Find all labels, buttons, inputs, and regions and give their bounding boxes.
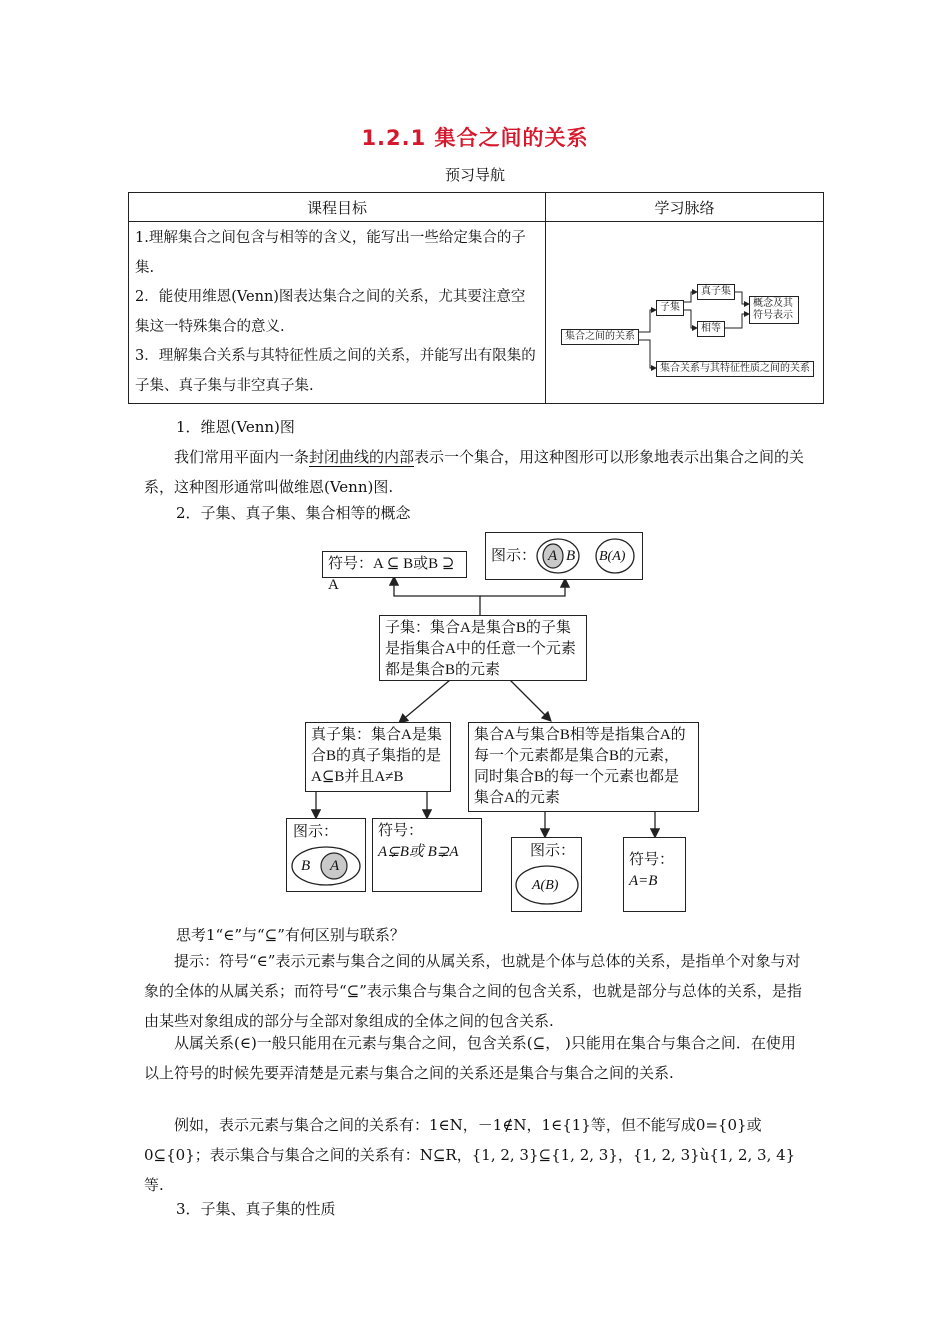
context-equal: 相等 — [697, 321, 725, 337]
preview-guide-heading: 预习导航 — [444, 166, 505, 184]
symbol-equal-box: 符号： A=B — [623, 837, 686, 912]
think-paragraph-3: 例如，表示元素与集合之间的关系有：1∈N，－1∉N，1∈{1}等，但不能写成0={0}或0⊆{0}；表示集合与集合之间的关系有：N⊆R，{1, 2, 3}⊆{1, 2, 3}，{1, 2, 3}ù{1, 2, 3, 4}等. — [144, 1116, 796, 1194]
venn-label-b: B — [566, 548, 576, 564]
proper-subset-definition-box: 真子集：集合A是集合B的真子集指的是A⊆B并且A≠B — [305, 722, 451, 792]
context-root: 集合之间的关系 — [561, 329, 639, 345]
symbol-proper-expr: A⊊B或 B⊋A — [378, 844, 459, 860]
context-feature: 集合关系与其特征性质之间的关系 — [656, 361, 814, 377]
think-hint: 提示：符号“∈”表示元素与集合之间的从属关系，也就是个体与总体的关系，是指单个对象与对象的全体的从属关系；而符号“⊆”表示集合与集合之间的包含关系，也就是部分与总体的关系，是指由某些对象组成的部分与全部对象组成的全体之间的包含关系. — [144, 952, 802, 1030]
col-header-context: 学习脉络 — [546, 193, 824, 222]
subset-definition-box: 子集：集合A是集合B的子集是指集合A中的任意一个元素都是集合B的元素 — [379, 615, 587, 681]
context-subset: 子集 — [656, 300, 684, 316]
venn-proper-label-a: A — [330, 858, 340, 874]
goal-item: 2．能使用维恩(Venn)图表达集合之间的关系，尤其要注意空集这一特殊集合的意义. — [135, 289, 526, 335]
underlined-term: 封闭曲线的内部 — [309, 448, 415, 466]
think-question: 思考1“∈”与“⊆”有何区别与联系？ — [176, 926, 405, 944]
page-title: 1.2.1 集合之间的关系 — [361, 126, 589, 150]
symbol-proper-box: 符号： A⊊B或 B⊋A — [372, 818, 482, 892]
section3-heading: 3．子集、真子集的性质 — [176, 1200, 336, 1218]
symbol-equal-expr: A=B — [629, 873, 658, 889]
figure-subset-box: 图示： A B B(A) — [485, 532, 643, 580]
section2-heading: 2．子集、真子集、集合相等的概念 — [176, 504, 411, 522]
venn-equal-label: A(B) — [532, 878, 559, 893]
goal-item: 1.理解集合之间包含与相等的含义，能写出一些给定集合的子集. — [135, 230, 526, 276]
context-proper-subset: 真子集 — [697, 284, 735, 300]
figure-equal-box: 图示： A(B) — [511, 837, 582, 912]
think-paragraph-2: 从属关系(∈)一般只能用在元素与集合之间，包含关系(⊆， )只能用在集合与集合之间．在使用以上符号的时候先要弄清楚是元素与集合之间的关系还是集合与集合之间的关系. — [144, 1034, 796, 1082]
section1-paragraph: 我们常用平面内一条封闭曲线的内部表示一个集合，用这种图形可以形象地表示出集合之间的关系，这种图形通常叫做维恩(Venn)图. — [144, 448, 805, 496]
equal-definition-box: 集合A与集合B相等是指集合A的每一个元素都是集合B的元素，同时集合B的每一个元素也都是集合A的元素 — [468, 722, 699, 812]
symbol-subset-box: 符号：A ⊆ B或B ⊇ A — [322, 551, 467, 578]
figure-proper-box: 图示： B A — [286, 818, 366, 892]
section1-heading: 1．维恩(Venn)图 — [176, 418, 295, 436]
context-concept: 概念及其符号表示 — [749, 296, 799, 324]
goal-item: 3．理解集合关系与其特征性质之间的关系，并能写出有限集的子集、真子集与非空真子集. — [135, 348, 536, 394]
venn-proper-label-b: B — [301, 858, 311, 874]
col-header-goals: 课程目标 — [129, 193, 546, 222]
venn-label-ba: B(A) — [599, 549, 626, 564]
venn-label-a: A — [548, 548, 558, 564]
